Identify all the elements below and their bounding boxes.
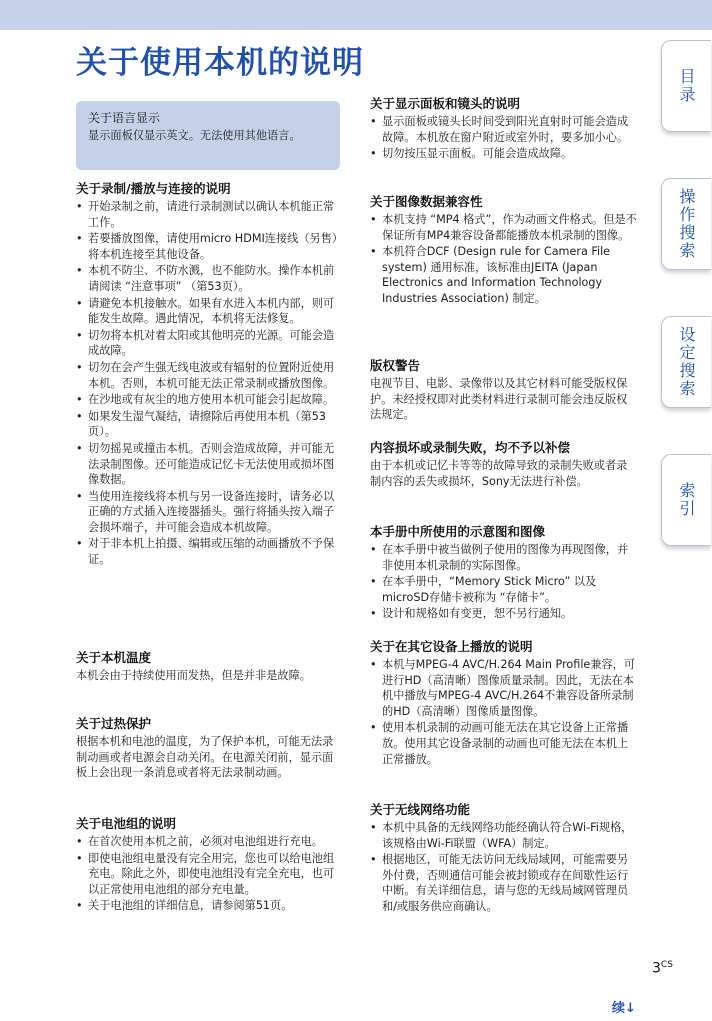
list-item: • 使用本机录制的动画可能无法在其它设备上正常播放。使用其它设备录制的动画也可能无法在本机上正常播放。	[370, 720, 638, 767]
tab-settings-search[interactable]	[661, 316, 711, 408]
list-item: • 对于非本机上拍摄、编辑或压缩的动画播放不予保证。	[76, 536, 342, 567]
list-item: • 本机与MPEG-4 AVC/H.264 Main Profile兼容，可进行HD（高清晰）图像质量录制。因此，无法在本机中播放与MPEG-4 AVC/H.264不兼容设备所录制的HD（高清晰）图像质量图像。	[370, 657, 638, 719]
page-number	[652, 960, 673, 977]
tab-index[interactable]	[661, 454, 711, 546]
note-heading: 关于语言显示	[88, 111, 161, 125]
header-bar	[0, 0, 712, 30]
list-item: • 本机支持 “MP4 格式”，作为动画文件格式。但是不保证所有MP4兼容设备都能播放本机录制的图像。	[370, 212, 638, 243]
list-item: • 切勿在会产生强无线电波或有辐射的位置附近使用本机。否则，本机可能无法正常录制或播放图像。	[76, 360, 342, 391]
playback-heading: 关于在其它设备上播放的说明	[370, 639, 533, 654]
list-item: • 请避免本机接触水。如果有水进入本机内部，则可能发生故障。遇此情况，本机将无法修复。	[76, 296, 342, 327]
list-item: • 关于电池组的详细信息，请参阅第51页。	[76, 898, 342, 914]
copyright-text: 电视节目、电影、录像带以及其它材料可能受版权保护。未经授权即对此类材料进行录制可能会违反版权法规定。	[370, 377, 628, 422]
list-item: • 当使用连接线将本机与另一设备连接时，请务必以正确的方式插入连接器插头。强行将插头按入端子会损坏端子，并可能会造成本机故障。	[76, 489, 342, 536]
temperature-section	[76, 650, 342, 684]
page-number-value: 3	[652, 960, 661, 977]
copyright-section	[370, 358, 638, 423]
compat-heading: 关于图像数据兼容性	[370, 194, 483, 209]
list-item: • 在本手册中被当做例子使用的图像为再现图像，并非使用本机录制的实际图像。	[370, 542, 638, 573]
tab-operation-search[interactable]	[661, 178, 711, 270]
list-item: • 本机不防尘、不防水溅，也不能防水。操作本机前请阅读 “注意事项” （第53页）。	[76, 263, 342, 294]
list-item: • 根据地区，可能无法访问无线局域网，可能需要另外付费，否则通信可能会被封锁或存在间歇性运行中断。有关详细信息，请与您的无线局域网管理员和/或服务供应商确认。	[370, 852, 638, 914]
compat-section	[370, 194, 638, 308]
note-text: 显示面板仅显示英文。无法使用其他语言。	[88, 129, 301, 142]
liability-heading: 内容损坏或录制失败，均不予以补偿	[370, 440, 571, 455]
wireless-list	[370, 820, 638, 915]
tab-label: 设定搜索	[677, 326, 696, 398]
list-item: • 即使电池组电量没有完全用完，您也可以给电池组充电。除此之外，即使电池组没有完全充电，也可以正常使用电池组的部分充电量。	[76, 851, 342, 898]
list-item: • 在首次使用本机之前，必须对电池组进行充电。	[76, 834, 342, 850]
list-item: • 如果发生湿气凝结，请擦除后再使用本机（第53页）。	[76, 409, 342, 440]
illustrations-section	[370, 524, 638, 623]
playback-section	[370, 639, 638, 768]
continued-link[interactable]: 续↓	[612, 1001, 636, 1016]
illustrations-heading: 本手册中所使用的示意图和图像	[370, 524, 546, 539]
recording-section	[76, 181, 342, 569]
wireless-heading: 关于无线网络功能	[370, 802, 471, 817]
tab-contents[interactable]	[661, 40, 711, 132]
temperature-heading: 关于本机温度	[76, 650, 152, 665]
copyright-heading: 版权警告	[370, 358, 421, 373]
panel-heading: 关于显示面板和镜头的说明	[370, 96, 521, 111]
illustrations-list	[370, 542, 638, 622]
liability-section	[370, 440, 638, 489]
battery-section	[76, 816, 342, 915]
panel-section	[370, 96, 638, 163]
list-item: • 设计和规格如有变更，恕不另行通知。	[370, 606, 638, 622]
list-item: • 切勿摇晃或撞击本机。否则会造成故障，并可能无法录制图像。还可能造成记忆卡无法使用或损坏图像数据。	[76, 441, 342, 488]
battery-heading: 关于电池组的说明	[76, 816, 177, 831]
overheat-text: 根据本机和电池的温度，为了保护本机，可能无法录制动画或者电源会自动关闭。在电源关闭前，显示面板上会出现一条消息或者将无法录制动画。	[76, 735, 334, 780]
temperature-text: 本机会由于持续使用而发热，但是并非是故障。	[76, 669, 311, 682]
list-item: • 若要播放图像，请使用micro HDMI连接线（另售）将本机连接至其他设备。	[76, 231, 342, 262]
compat-list	[370, 212, 638, 307]
list-item: • 本机中具备的无线网络功能经确认符合Wi-Fi规格，该规格由Wi-Fi联盟（WFA）制定。	[370, 820, 638, 851]
list-item: • 在沙地或有灰尘的地方使用本机可能会引起故障。	[76, 392, 342, 408]
page-title: 关于使用本机的说明	[76, 45, 364, 81]
overheat-section	[76, 716, 342, 781]
tab-label: 目录	[677, 68, 696, 104]
overheat-heading: 关于过热保护	[76, 716, 152, 731]
list-item: • 切勿按压显示面板。可能会造成故障。	[370, 146, 638, 162]
panel-list	[370, 114, 638, 162]
recording-heading: 关于录制/播放与连接的说明	[76, 181, 231, 196]
list-item: • 切勿将本机对着太阳或其他明亮的光源。可能会造成故障。	[76, 328, 342, 359]
list-item: • 本机符合DCF (Design rule for Camera File system) 通用标准，该标准由JEITA (Japan Electronics and Information Technology Industries Association) 制定。	[370, 244, 638, 306]
page-suffix: CS	[660, 960, 673, 970]
list-item: • 开始录制之前，请进行录制测试以确认本机能正常工作。	[76, 199, 342, 230]
language-note-box	[76, 101, 340, 170]
tab-label: 操作搜索	[677, 188, 696, 260]
list-item: • 显示面板或镜头长时间受到阳光直射时可能会造成故障。本机放在窗户附近或室外时，要多加小心。	[370, 114, 638, 145]
playback-list	[370, 657, 638, 767]
liability-text: 由于本机或记忆卡等等的故障导致的录制失败或者录制内容的丢失或损坏，Sony无法进行补偿。	[370, 459, 628, 488]
battery-list	[76, 834, 342, 914]
wireless-section	[370, 802, 638, 916]
recording-list	[76, 199, 342, 568]
list-item: • 在本手册中，“Memory Stick Micro” 以及 microSD存储卡被称为 “存储卡”。	[370, 574, 638, 605]
tab-label: 索引	[677, 482, 696, 518]
